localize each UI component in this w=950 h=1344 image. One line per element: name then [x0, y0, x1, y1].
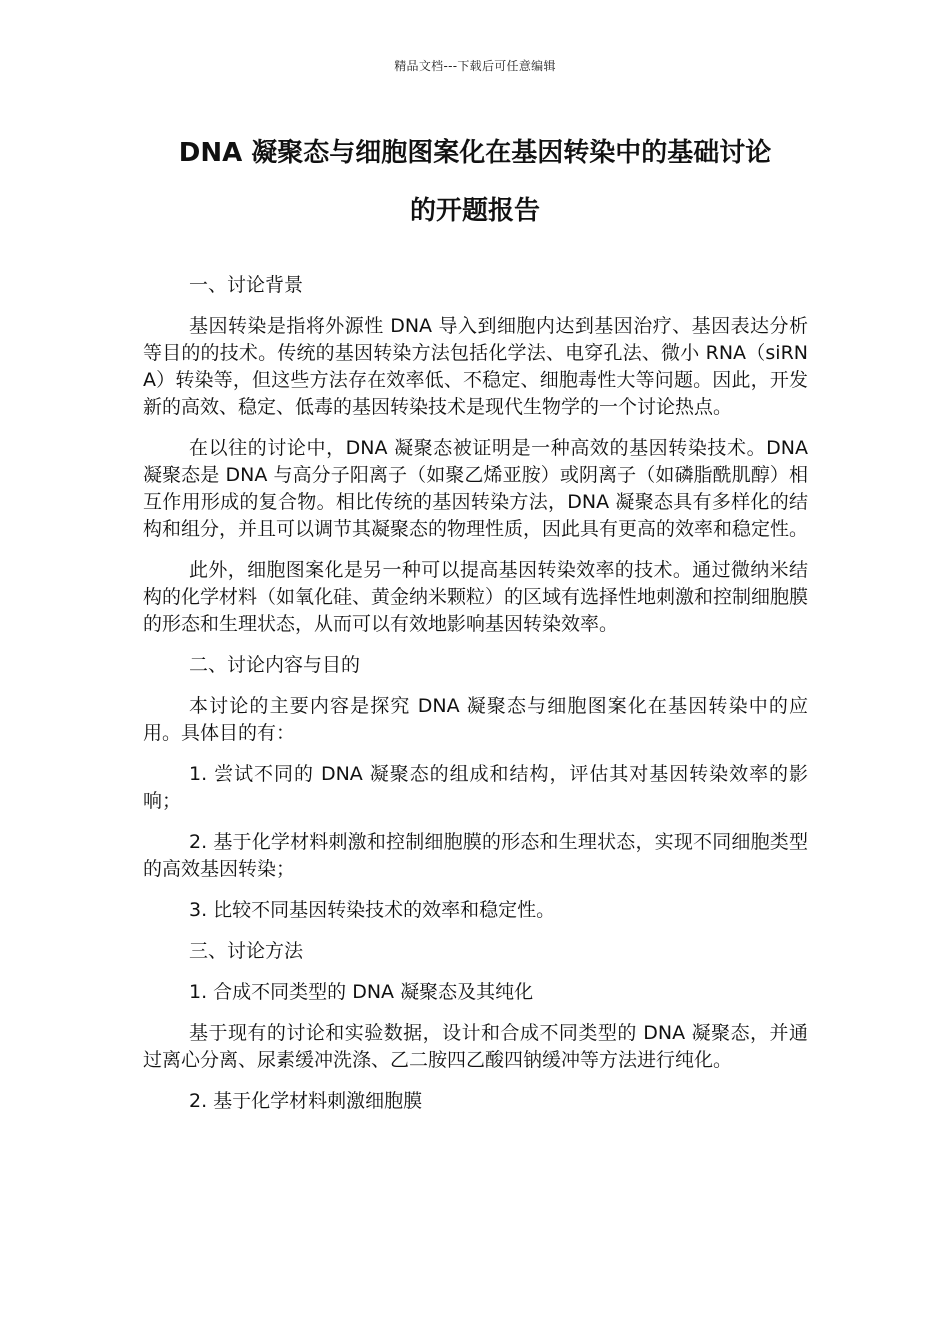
- section-heading-content-purpose: 二、讨论内容与目的: [189, 654, 361, 676]
- paragraph-gene-transfection: 基因转染是指将外源性 DNA 导入到细胞内达到基因治疗、基因表达分析等目的的技术。传统的基因转染方法包括化学法、电穿孔法、微小 RNA（siRNA）转染等，但这些方法存在效率低、不稳定、细胞毒性大等问题。因此，开发新的高效、稳定、低毒的基因转染技术是现代生物学的一个讨论热点。: [143, 315, 808, 418]
- method-subheading-1: 1. 合成不同类型的 DNA 凝聚态及其纯化: [189, 981, 534, 1003]
- paragraph-method-1: 基于现有的讨论和实验数据，设计和合成不同类型的 DNA 凝聚态，并通过离心分离、尿素缓冲洗涤、乙二胺四乙酸四钠缓冲等方法进行纯化。: [143, 1022, 808, 1071]
- list-item-purpose-3: 3. 比较不同基因转染技术的效率和稳定性。: [189, 899, 556, 921]
- paragraph-cell-patterning: 此外，细胞图案化是另一种可以提高基因转染效率的技术。通过微纳米结构的化学材料（如氧化硅、黄金纳米颗粒）的区域有选择性地刺激和控制细胞膜的形态和生理状态，从而可以有效地影响基因转染效率。: [143, 559, 809, 635]
- paragraph-main-content: 本讨论的主要内容是探究 DNA 凝聚态与细胞图案化在基因转染中的应用。具体目的有：: [143, 695, 808, 744]
- page-header-note: 精品文档---下载后可任意编辑: [394, 59, 556, 73]
- list-item-purpose-1: 1. 尝试不同的 DNA 凝聚态的组成和结构，评估其对基因转染效率的影响；: [143, 763, 808, 812]
- document-title-line-1: DNA 凝聚态与细胞图案化在基因转染中的基础讨论: [178, 138, 772, 168]
- document-body: [143, 272, 808, 1129]
- list-item-purpose-2: 2. 基于化学材料刺激和控制细胞膜的形态和生理状态，实现不同细胞类型的高效基因转染；: [143, 831, 808, 880]
- document-title-line-2: 的开题报告: [409, 196, 540, 226]
- section-heading-background: 一、讨论背景: [189, 274, 304, 296]
- paragraph-dna-condensate: 在以往的讨论中，DNA 凝聚态被证明是一种高效的基因转染技术。DNA 凝聚态是 DNA 与高分子阳离子（如聚乙烯亚胺）或阴离子（如磷脂酰肌醇）相互作用形成的复合物。相比传统的基因转染方法，DNA 凝聚态具有多样化的结构和组分，并且可以调节其凝聚态的物理性质，因此具有更高的效率和稳定性。: [143, 437, 809, 540]
- method-subheading-2: 2. 基于化学材料刺激细胞膜: [189, 1090, 423, 1112]
- section-heading-methods: 三、讨论方法: [189, 940, 304, 962]
